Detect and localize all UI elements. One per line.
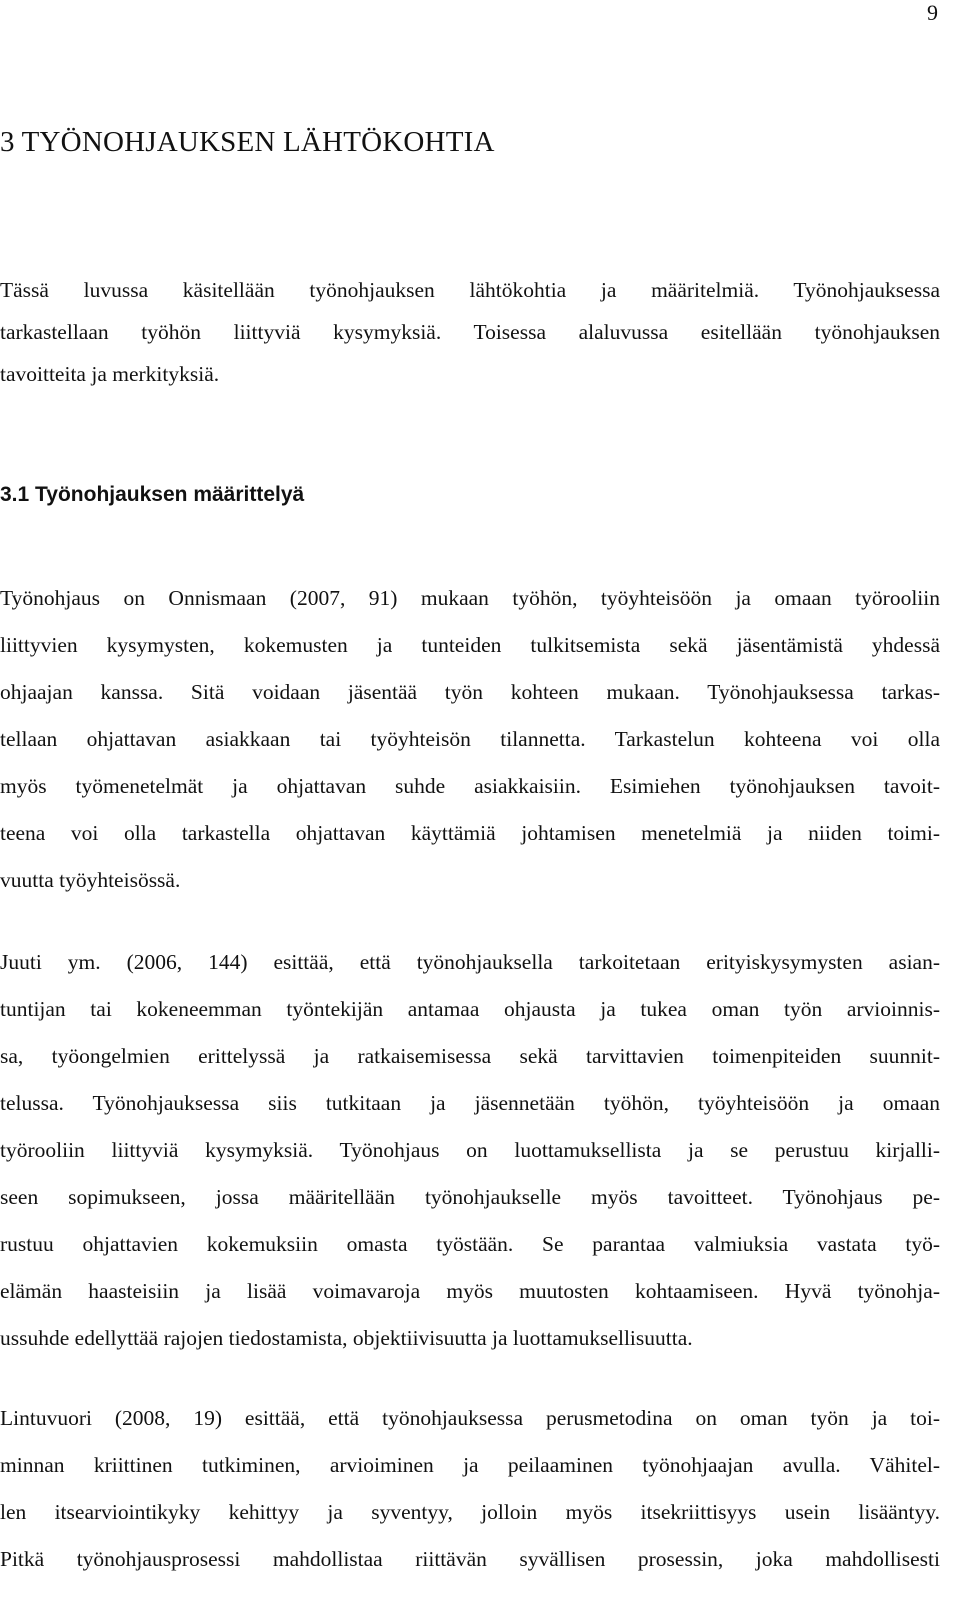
- text-line: tavoitteita ja merkityksiä.: [0, 362, 220, 386]
- section-heading: 3.1 Työnohjauksen määrittelyä: [0, 483, 305, 506]
- text-line: liittyvien kysymysten, kokemusten ja tunteiden tulkitsemista sekä jäsentämistä yhdessä: [0, 633, 940, 657]
- text-line: tuntijan tai kokeneemman työntekijän antamaa ohjausta ja tukea oman työn arvioinnis-: [0, 997, 940, 1021]
- body-paragraph-2: [0, 939, 940, 1362]
- body-paragraph-3: [0, 1395, 940, 1583]
- text-line: tellaan ohjattavan asiakkaan tai työyhteisön tilannetta. Tarkastelun kohteena voi olla: [0, 727, 940, 751]
- text-line: myös työmenetelmät ja ohjattavan suhde asiakkaisiin. Esimiehen työnohjauksen tavoit-: [0, 774, 940, 798]
- text-line: Pitkä työnohjausprosessi mahdollistaa riittävän syvällisen prosessin, joka mahdollisesti: [0, 1547, 940, 1571]
- text-line: Työnohjaus on Onnismaan (2007, 91) mukaan työhön, työyhteisöön ja omaan työrooliin: [0, 586, 940, 610]
- text-line: Lintuvuori (2008, 19) esittää, että työnohjauksessa perusmetodina on oman työn ja toi-: [0, 1406, 940, 1430]
- text-line: Tässä luvussa käsitellään työnohjauksen lähtökohtia ja määritelmiä. Työnohjauksessa: [0, 278, 940, 302]
- intro-paragraph: [0, 269, 940, 395]
- text-line: teena voi olla tarkastella ohjattavan käyttämiä johtamisen menetelmiä ja niiden toimi-: [0, 821, 940, 845]
- chapter-title: 3 TYÖNOHJAUKSEN LÄHTÖKOHTIA: [0, 126, 495, 158]
- text-line: ussuhde edellyttää rajojen tiedostamista, objektiivisuutta ja luottamuksellisuutta.: [0, 1326, 693, 1350]
- text-line: minnan kriittinen tutkiminen, arvioiminen ja peilaaminen työnohjaajan avulla. Vähitel-: [0, 1453, 940, 1477]
- text-line: telussa. Työnohjauksessa siis tutkitaan ja jäsennetään työhön, työyhteisöön ja omaan: [0, 1091, 940, 1115]
- page-number: 9: [927, 0, 938, 25]
- text-line: ohjaajan kanssa. Sitä voidaan jäsentää työn kohteen mukaan. Työnohjauksessa tarkas-: [0, 680, 940, 704]
- text-line: vuutta työyhteisössä.: [0, 868, 181, 892]
- text-line: työrooliin liittyviä kysymyksiä. Työnohjaus on luottamuksellista ja se perustuu kirjalli-: [0, 1138, 940, 1162]
- text-line: elämän haasteisiin ja lisää voimavaroja myös muutosten kohtaamiseen. Hyvä työnohja-: [0, 1279, 940, 1303]
- text-line: seen sopimukseen, jossa määritellään työnohjaukselle myös tavoitteet. Työnohjaus pe-: [0, 1185, 940, 1209]
- text-line: Juuti ym. (2006, 144) esittää, että työnohjauksella tarkoitetaan erityiskysymysten asian-: [0, 950, 940, 974]
- text-line: sa, työongelmien erittelyssä ja ratkaisemisessa sekä tarvittavien toimenpiteiden suunnit-: [0, 1044, 940, 1068]
- text-line: tarkastellaan työhön liittyviä kysymyksiä. Toisessa alaluvussa esitellään työnohjauksen: [0, 320, 940, 344]
- body-paragraph-1: [0, 575, 940, 904]
- text-line: len itsearviointikyky kehittyy ja syventyy, jolloin myös itsekriittisyys usein lisääntyy.: [0, 1500, 940, 1524]
- text-line: rustuu ohjattavien kokemuksiin omasta työstään. Se parantaa valmiuksia vastata työ-: [0, 1232, 940, 1256]
